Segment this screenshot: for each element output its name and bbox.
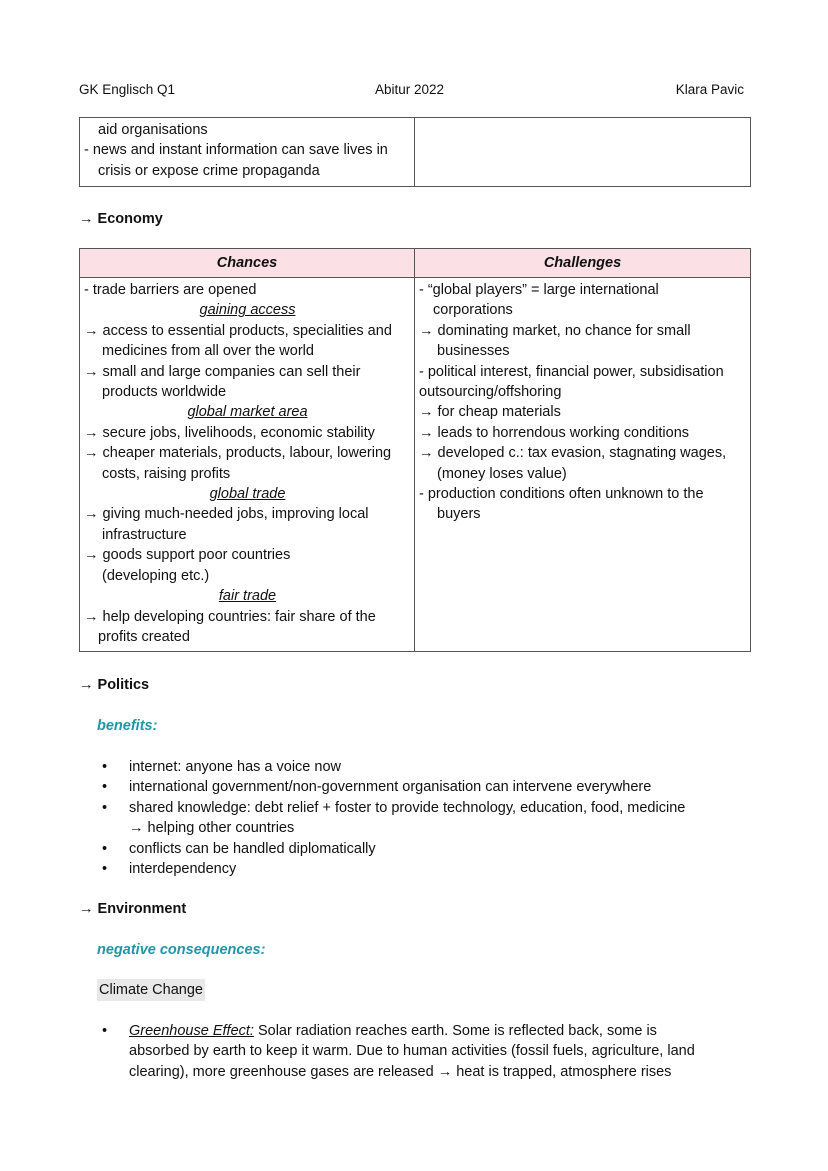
list-item: • international government/non-government organisation can intervene everywhere <box>97 777 747 797</box>
chances-cell <box>80 278 415 652</box>
continuation-table <box>79 117 751 187</box>
challenges-header: Challenges <box>415 249 751 278</box>
list-item: • interdependency <box>97 859 747 879</box>
continuation-right-cell <box>415 118 751 187</box>
greenhouse-term: Greenhouse Effect: <box>129 1023 254 1039</box>
text-line: → developed c.: tax evasion, stagnating wages, <box>419 445 727 462</box>
text-line: (money loses value) <box>437 465 567 482</box>
environment-heading: → Environment <box>79 901 187 917</box>
text-line: outsourcing/offshoring <box>419 384 562 401</box>
list-item: • internet: anyone has a voice now <box>97 757 747 777</box>
header-exam: Abitur 2022 <box>375 82 445 97</box>
environment-subheading: negative consequences: <box>97 942 266 958</box>
header-author: Klara Pavic <box>675 82 744 97</box>
text-line: → for cheap materials <box>419 404 561 421</box>
politics-list <box>97 757 747 879</box>
economy-heading: → Economy <box>79 211 163 227</box>
text-line: → small and large companies can sell their <box>84 363 361 380</box>
text-line: infrastructure <box>102 526 187 543</box>
list-item <box>97 798 747 839</box>
text-line: - news and instant information can save lives in <box>84 142 388 159</box>
text-line: → leads to horrendous working conditions <box>419 424 690 441</box>
subheading-global-market-area: global market area <box>187 404 308 421</box>
text-line: → helping other countries <box>129 820 295 837</box>
text-line: profits created <box>98 628 190 645</box>
continuation-left-cell <box>80 118 415 187</box>
text-line: Solar radiation reaches earth. Some is reflected back, some is <box>257 1023 657 1039</box>
challenges-cell <box>415 278 751 652</box>
list-item <box>97 1021 747 1082</box>
text-line: - political interest, financial power, subsidisation <box>419 363 724 380</box>
text-line: → help developing countries: fair share of the <box>84 608 376 625</box>
text-line: shared knowledge: debt relief + foster to provide technology, education, food, medicine <box>129 799 686 816</box>
text-line: (developing etc.) <box>102 567 210 584</box>
text-line: aid organisations <box>98 122 208 138</box>
climate-change-label: Climate Change <box>97 979 205 1001</box>
text-line: → secure jobs, livelihoods, economic stability <box>84 424 375 441</box>
page-header <box>79 80 744 100</box>
text-line: → cheaper materials, products, labour, lowering <box>84 445 392 462</box>
text-line: absorbed by earth to keep it warm. Due to human activities (fossil fuels, agriculture, land <box>129 1043 695 1060</box>
politics-subheading: benefits: <box>97 718 158 734</box>
text-line: → dominating market, no chance for small <box>419 322 691 339</box>
politics-heading: → Politics <box>79 677 150 693</box>
text-line: costs, raising profits <box>102 465 231 482</box>
text-line: buyers <box>437 506 481 523</box>
text-line: → access to essential products, specialities and <box>84 322 392 339</box>
text-line: products worldwide <box>102 384 227 401</box>
text-line: medicines from all over the world <box>102 343 314 360</box>
text-line: - “global players” = large international <box>419 282 659 298</box>
subheading-gaining-access: gaining access <box>199 302 296 319</box>
economy-table <box>79 248 751 652</box>
text-line: → giving much-needed jobs, improving local <box>84 506 369 523</box>
text-line: → goods support poor countries <box>84 547 291 564</box>
text-line: - trade barriers are opened <box>84 282 257 298</box>
environment-list <box>97 1021 747 1082</box>
text-line: businesses <box>437 343 510 360</box>
text-line: - production conditions often unknown to the <box>419 486 704 503</box>
text-line: clearing), more greenhouse gases are released → heat is trapped, atmosphere rises <box>129 1063 672 1080</box>
subheading-global-trade: global trade <box>209 486 286 503</box>
subheading-fair-trade: fair trade <box>218 588 277 605</box>
text-line: corporations <box>433 302 513 319</box>
chances-header: Chances <box>80 249 415 278</box>
header-course: GK Englisch Q1 <box>79 82 176 97</box>
list-item: • conflicts can be handled diplomatically <box>97 839 747 859</box>
text-line: crisis or expose crime propaganda <box>98 162 320 179</box>
